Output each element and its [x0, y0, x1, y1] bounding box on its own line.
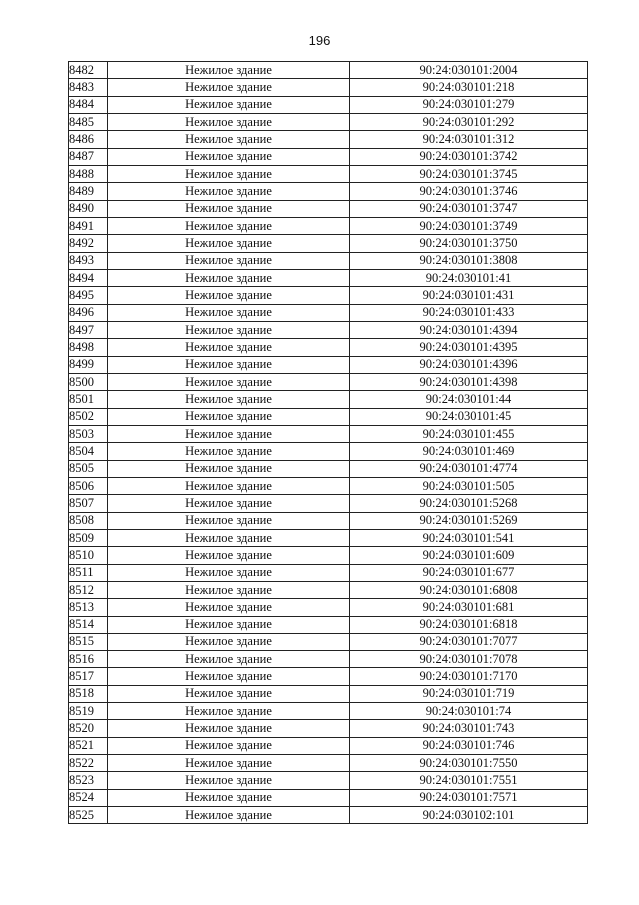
object-type: Нежилое здание	[108, 113, 350, 130]
row-number: 8491	[69, 217, 108, 234]
cadastral-number: 90:24:030101:743	[350, 720, 588, 737]
object-type: Нежилое здание	[108, 495, 350, 512]
cadastral-number: 90:24:030101:719	[350, 685, 588, 702]
object-type: Нежилое здание	[108, 807, 350, 824]
table-row	[69, 460, 588, 477]
cadastral-number: 90:24:030101:279	[350, 96, 588, 113]
object-type: Нежилое здание	[108, 339, 350, 356]
cadastral-number: 90:24:030101:455	[350, 425, 588, 442]
row-number: 8501	[69, 391, 108, 408]
row-number: 8489	[69, 183, 108, 200]
cadastral-number: 90:24:030101:3808	[350, 252, 588, 269]
object-type: Нежилое здание	[108, 321, 350, 338]
object-type: Нежилое здание	[108, 373, 350, 390]
table-row	[69, 408, 588, 425]
cadastral-number: 90:24:030101:292	[350, 113, 588, 130]
object-type: Нежилое здание	[108, 529, 350, 546]
cadastral-number: 90:24:030101:3742	[350, 148, 588, 165]
row-number: 8486	[69, 131, 108, 148]
object-type: Нежилое здание	[108, 408, 350, 425]
cadastral-number: 90:24:030101:6818	[350, 616, 588, 633]
row-number: 8504	[69, 443, 108, 460]
table-row	[69, 200, 588, 217]
row-number: 8500	[69, 373, 108, 390]
object-type: Нежилое здание	[108, 96, 350, 113]
object-type: Нежилое здание	[108, 425, 350, 442]
row-number: 8502	[69, 408, 108, 425]
table-row	[69, 304, 588, 321]
cadastral-number: 90:24:030101:3750	[350, 235, 588, 252]
object-type: Нежилое здание	[108, 512, 350, 529]
row-number: 8524	[69, 789, 108, 806]
row-number: 8520	[69, 720, 108, 737]
object-type: Нежилое здание	[108, 633, 350, 650]
cadastral-number: 90:24:030101:5269	[350, 512, 588, 529]
table-row	[69, 113, 588, 130]
cadastral-number: 90:24:030101:4774	[350, 460, 588, 477]
row-number: 8513	[69, 599, 108, 616]
table-row	[69, 772, 588, 789]
table-row	[69, 131, 588, 148]
cadastral-number: 90:24:030101:45	[350, 408, 588, 425]
cadastral-number: 90:24:030101:681	[350, 599, 588, 616]
cadastral-number: 90:24:030101:7078	[350, 651, 588, 668]
table-row	[69, 165, 588, 182]
table-row	[69, 633, 588, 650]
table-row	[69, 321, 588, 338]
table-row	[69, 269, 588, 286]
table-row	[69, 599, 588, 616]
table-row	[69, 685, 588, 702]
row-number: 8485	[69, 113, 108, 130]
object-type: Нежилое здание	[108, 477, 350, 494]
cadastral-number: 90:24:030101:7077	[350, 633, 588, 650]
cadastral-number: 90:24:030101:218	[350, 79, 588, 96]
object-type: Нежилое здание	[108, 217, 350, 234]
row-number: 8507	[69, 495, 108, 512]
cadastral-number: 90:24:030101:5268	[350, 495, 588, 512]
cadastral-number: 90:24:030101:746	[350, 737, 588, 754]
cadastral-number: 90:24:030101:505	[350, 477, 588, 494]
cadastral-number: 90:24:030101:41	[350, 269, 588, 286]
object-type: Нежилое здание	[108, 200, 350, 217]
table-row	[69, 547, 588, 564]
cadastral-number: 90:24:030101:74	[350, 703, 588, 720]
row-number: 8484	[69, 96, 108, 113]
row-number: 8521	[69, 737, 108, 754]
table-row	[69, 477, 588, 494]
cadastral-number: 90:24:030101:677	[350, 564, 588, 581]
table-row	[69, 287, 588, 304]
cadastral-number: 90:24:030101:469	[350, 443, 588, 460]
cadastral-number: 90:24:030101:431	[350, 287, 588, 304]
table-row	[69, 703, 588, 720]
object-type: Нежилое здание	[108, 789, 350, 806]
cadastral-number: 90:24:030101:4395	[350, 339, 588, 356]
cadastral-number: 90:24:030101:4394	[350, 321, 588, 338]
object-type: Нежилое здание	[108, 703, 350, 720]
table-row	[69, 755, 588, 772]
object-type: Нежилое здание	[108, 183, 350, 200]
cadastral-number: 90:24:030101:7550	[350, 755, 588, 772]
table-row	[69, 807, 588, 824]
cadastral-number: 90:24:030101:44	[350, 391, 588, 408]
row-number: 8522	[69, 755, 108, 772]
row-number: 8493	[69, 252, 108, 269]
row-number: 8499	[69, 356, 108, 373]
object-type: Нежилое здание	[108, 564, 350, 581]
table-row	[69, 737, 588, 754]
object-type: Нежилое здание	[108, 79, 350, 96]
registry-table-body	[69, 62, 588, 824]
cadastral-number: 90:24:030101:3745	[350, 165, 588, 182]
object-type: Нежилое здание	[108, 720, 350, 737]
row-number: 8516	[69, 651, 108, 668]
registry-table	[68, 61, 588, 824]
object-type: Нежилое здание	[108, 737, 350, 754]
row-number: 8505	[69, 460, 108, 477]
cadastral-number: 90:24:030102:101	[350, 807, 588, 824]
row-number: 8487	[69, 148, 108, 165]
table-row	[69, 651, 588, 668]
object-type: Нежилое здание	[108, 685, 350, 702]
row-number: 8497	[69, 321, 108, 338]
table-row	[69, 616, 588, 633]
row-number: 8506	[69, 477, 108, 494]
table-row	[69, 183, 588, 200]
table-row	[69, 391, 588, 408]
page-number: 196	[308, 33, 331, 48]
object-type: Нежилое здание	[108, 287, 350, 304]
row-number: 8515	[69, 633, 108, 650]
table-row	[69, 339, 588, 356]
table-row	[69, 148, 588, 165]
row-number: 8525	[69, 807, 108, 824]
row-number: 8510	[69, 547, 108, 564]
cadastral-number: 90:24:030101:7170	[350, 668, 588, 685]
table-row	[69, 529, 588, 546]
row-number: 8519	[69, 703, 108, 720]
cadastral-number: 90:24:030101:7551	[350, 772, 588, 789]
cadastral-number: 90:24:030101:4396	[350, 356, 588, 373]
object-type: Нежилое здание	[108, 269, 350, 286]
object-type: Нежилое здание	[108, 443, 350, 460]
object-type: Нежилое здание	[108, 304, 350, 321]
table-row	[69, 581, 588, 598]
object-type: Нежилое здание	[108, 131, 350, 148]
table-row	[69, 443, 588, 460]
row-number: 8517	[69, 668, 108, 685]
cadastral-number: 90:24:030101:312	[350, 131, 588, 148]
table-row	[69, 495, 588, 512]
table-row	[69, 668, 588, 685]
row-number: 8483	[69, 79, 108, 96]
table-row	[69, 789, 588, 806]
cadastral-number: 90:24:030101:6808	[350, 581, 588, 598]
row-number: 8518	[69, 685, 108, 702]
row-number: 8503	[69, 425, 108, 442]
object-type: Нежилое здание	[108, 356, 350, 373]
cadastral-number: 90:24:030101:541	[350, 529, 588, 546]
object-type: Нежилое здание	[108, 460, 350, 477]
cadastral-number: 90:24:030101:3746	[350, 183, 588, 200]
cadastral-number: 90:24:030101:3749	[350, 217, 588, 234]
table-row	[69, 425, 588, 442]
cadastral-number: 90:24:030101:2004	[350, 62, 588, 79]
object-type: Нежилое здание	[108, 772, 350, 789]
table-row	[69, 252, 588, 269]
row-number: 8509	[69, 529, 108, 546]
row-number: 8512	[69, 581, 108, 598]
table-row	[69, 96, 588, 113]
cadastral-number: 90:24:030101:4398	[350, 373, 588, 390]
object-type: Нежилое здание	[108, 755, 350, 772]
table-row	[69, 235, 588, 252]
row-number: 8490	[69, 200, 108, 217]
object-type: Нежилое здание	[108, 165, 350, 182]
row-number: 8482	[69, 62, 108, 79]
object-type: Нежилое здание	[108, 62, 350, 79]
table-row	[69, 564, 588, 581]
row-number: 8494	[69, 269, 108, 286]
row-number: 8511	[69, 564, 108, 581]
table-row	[69, 720, 588, 737]
object-type: Нежилое здание	[108, 547, 350, 564]
object-type: Нежилое здание	[108, 148, 350, 165]
table-row	[69, 373, 588, 390]
row-number: 8488	[69, 165, 108, 182]
table-row	[69, 79, 588, 96]
cadastral-number: 90:24:030101:609	[350, 547, 588, 564]
row-number: 8496	[69, 304, 108, 321]
table-row	[69, 62, 588, 79]
object-type: Нежилое здание	[108, 651, 350, 668]
object-type: Нежилое здание	[108, 391, 350, 408]
table-row	[69, 356, 588, 373]
table-row	[69, 217, 588, 234]
object-type: Нежилое здание	[108, 616, 350, 633]
cadastral-number: 90:24:030101:7571	[350, 789, 588, 806]
row-number: 8514	[69, 616, 108, 633]
object-type: Нежилое здание	[108, 581, 350, 598]
row-number: 8492	[69, 235, 108, 252]
cadastral-number: 90:24:030101:433	[350, 304, 588, 321]
row-number: 8495	[69, 287, 108, 304]
object-type: Нежилое здание	[108, 599, 350, 616]
row-number: 8498	[69, 339, 108, 356]
cadastral-number: 90:24:030101:3747	[350, 200, 588, 217]
object-type: Нежилое здание	[108, 235, 350, 252]
row-number: 8508	[69, 512, 108, 529]
row-number: 8523	[69, 772, 108, 789]
object-type: Нежилое здание	[108, 668, 350, 685]
table-row	[69, 512, 588, 529]
object-type: Нежилое здание	[108, 252, 350, 269]
